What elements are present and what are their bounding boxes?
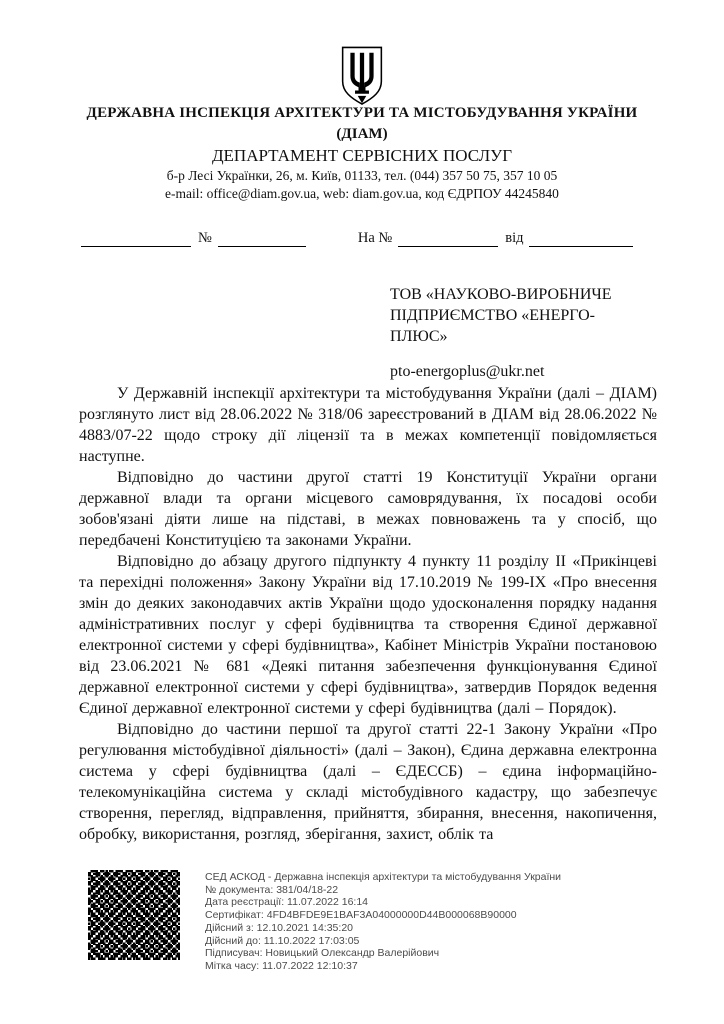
letter-body: [79, 383, 657, 845]
department-name: ДЕПАРТАМЕНТ СЕРВІСНИХ ПОСЛУГ: [211, 146, 513, 165]
recipient-block: [390, 284, 652, 382]
organization-abbreviation: (ДІАМ): [336, 126, 388, 142]
body-paragraph-3: Відповідно до абзацу другого підпункту 4 пункту 11 розділу ІІ «Прикінцеві та перехідні положення» Закону України від 17.10.2019 № 199-ІХ «Про внесення змін до деяких законодавчих актів України щодо удосконалення порядку надання адміністративних послуг у сфері будівництва та створення Єдиної державної електронної системи у сфері будівництва», Кабінет Міністрів України постановою від 23.06.2021 № 681 «Деякі питання забезпечення функціонування Єдиної державної електронної системи у сфері будівництва», затвердив Порядок ведення Єдиної державної електронної системи у сфері будівництва (далі – Порядок).: [79, 553, 657, 717]
reference-row: [81, 230, 660, 247]
incoming-number-blank: [398, 230, 498, 247]
signature-stamp: [88, 869, 628, 979]
recipient-email: pto-energoplus@ukr.net: [390, 363, 545, 380]
outgoing-date-blank: [81, 230, 191, 247]
trident-shield-icon: [339, 46, 385, 106]
valid-from-line: Дійсний з: 12.10.2021 14:35:20: [205, 921, 353, 934]
incoming-date-blank: [529, 230, 633, 247]
ukraine-trident-emblem: [339, 46, 385, 106]
stamp-details: [205, 871, 561, 973]
organization-name: ДЕРЖАВНА ІНСПЕКЦІЯ АРХІТЕКТУРИ ТА МІСТОБУДУВАННЯ УКРАЇНИ: [86, 105, 638, 121]
incoming-number-label: На №: [357, 230, 393, 246]
document-number-line: № документа: 381/04/18-22: [205, 883, 339, 896]
outgoing-number-blank: [218, 230, 306, 247]
certificate-line: Сертифікат: 4FD4BFDE9E1BAF3A04000000D44B000068B90000: [205, 909, 517, 922]
incoming-date-label: від: [505, 230, 524, 246]
signer-line: Підписувач: Новицький Олександр Валерійович: [205, 947, 440, 960]
outgoing-number-label: №: [198, 230, 212, 246]
address-line: б-р Лесі Українки, 26, м. Київ, 01133, тел. (044) 357 50 75, 357 10 05: [166, 168, 558, 183]
qr-code: [88, 870, 180, 960]
body-paragraph-2: Відповідно до частини другої статті 19 Конституції України органи державної влади та органи місцевого самоврядування, їх посадові особи зобов'язані діяти лише на підставі, в межах повноважень та у спосіб, що передбачені Конституцією та законами України.: [79, 469, 657, 549]
sed-system-line: СЕД АСКОД - Державна інспекція архітектури та містобудування України: [205, 871, 562, 883]
registration-date-line: Дата реєстрації: 11.07.2022 16:14: [205, 896, 369, 909]
timestamp-line: Мітка часу: 11.07.2022 12:10:37: [205, 959, 358, 972]
body-paragraph-1: У Державній інспекції архітектури та містобудування України (далі – ДІАМ) розглянуто лист від 28.06.2022 № 318/06 зареєстрований в ДІАМ від 28.06.2022 № 4883/07-22 щодо строку дії ліцензії та в межах компетенції повідомляється наступне.: [79, 385, 657, 465]
recipient-name: ТОВ «НАУКОВО-ВИРОБНИЧЕ ПІДПРИЄМСТВО «ЕНЕРГО-ПЛЮС»: [390, 286, 612, 345]
valid-to-line: Дійсний до: 11.10.2022 17:03:05: [205, 934, 360, 947]
contact-line: e-mail: office@diam.gov.ua, web: diam.gov.ua, код ЄДРПОУ 44245840: [165, 186, 559, 201]
body-paragraph-4: Відповідно до частини першої та другої статті 22-1 Закону України «Про регулювання містобудівної діяльності» (далі – Закон), Єдина державна електронна система у сфері будівництва (далі – ЄДЕССБ) – єдина інформаційно-телекомунікаційна система у складі містобудівного кадастру, що забезпечує створення, перегляд, відправлення, прийняття, збирання, внесення, накопичення, обробку, використання, розгляд, зберігання, захист, облік та: [79, 721, 657, 843]
